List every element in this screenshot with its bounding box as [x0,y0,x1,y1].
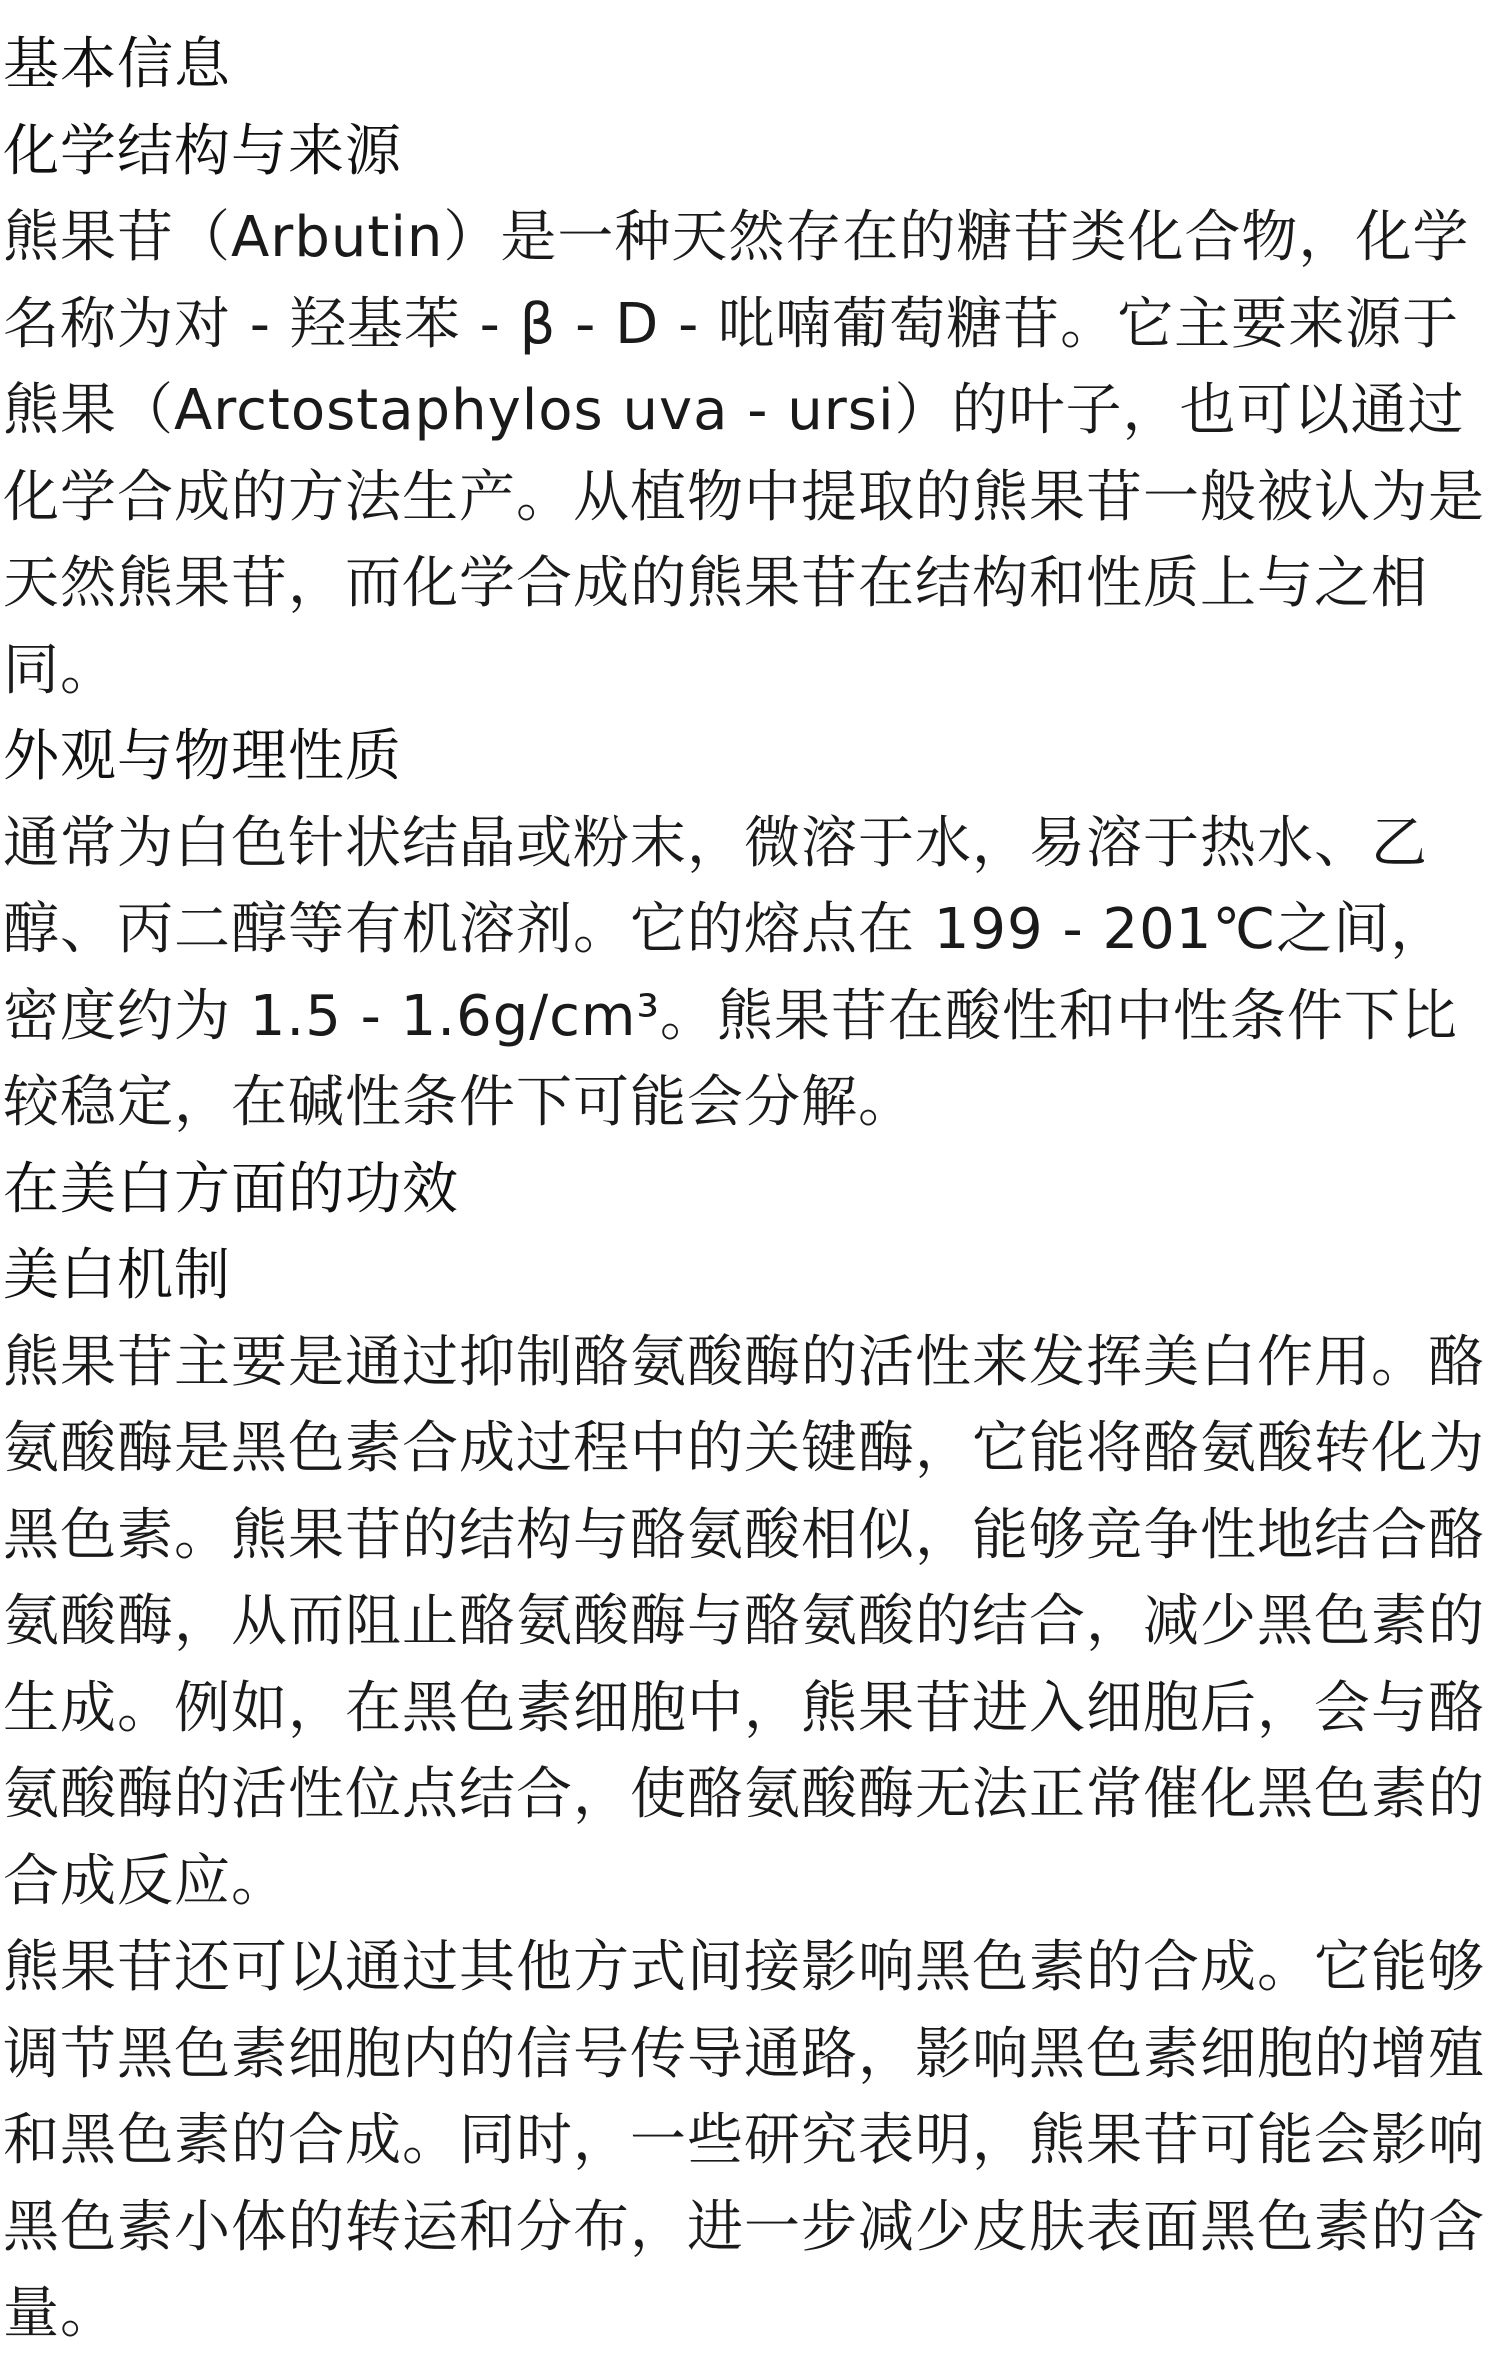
subsection-heading-structure-source: 化学结构与来源 [3,118,402,184]
paragraph-appearance: 通常为白色针状结晶或粉末，微溶于水，易溶于热水、乙醇、丙二醇等有机溶剂。它的熔点在 199 - 201℃之间，密度约为 1.5 - 1.6g/cm³。熊果苷在酸性和中性条件下比较稳定，在碱性条件下可能会分解。 [3,810,1458,1135]
subsection-heading-mechanism: 美白机制 [3,1243,231,1308]
paragraph-mechanism-1: 熊果苷主要是通过抑制酪氨酸酶的活性来发挥美白作用。酪氨酸酶是黑色素合成过程中的关键酶，它能将酪氨酸转化为黑色素。熊果苷的结构与酪氨酸相似，能够竞争性地结合酪氨酸酶，从而阻止酪氨酸酶与酪氨酸的结合，减少黑色素的生成。例如，在黑色素细胞中，熊果苷进入细胞后，会与酪氨酸酶的活性位点结合，使酪氨酸酶无法正常催化黑色素的合成反应。 [3,1329,1485,1914]
paragraph-structure-source: 熊果苷（Arbutin）是一种天然存在的糖苷类化合物，化学名称为对 - 羟基苯 - β - D - 吡喃葡萄糖苷。它主要来源于熊果（Arctostaphylos uva - ursi）的叶子，也可以通过化学合成的方法生产。从植物中提取的熊果苷一般被认为是天然熊果苷，而化学合成的熊果苷在结构和性质上与之相同。 [3,205,1485,703]
section-heading-basic-info: 基本信息 [3,32,231,97]
document-body [3,22,1493,2358]
section-heading-whitening-effect: 在美白方面的功效 [3,1156,459,1222]
subsection-heading-appearance: 外观与物理性质 [3,724,402,789]
paragraph-mechanism-2: 熊果苷还可以通过其他方式间接影响黑色素的合成。它能够调节黑色素细胞内的信号传导通路，影响黑色素细胞的增殖和黑色素的合成。同时，一些研究表明，熊果苷可能会影响黑色素小体的转运和分布，进一步减少皮肤表面黑色素的含量。 [3,1935,1485,2346]
